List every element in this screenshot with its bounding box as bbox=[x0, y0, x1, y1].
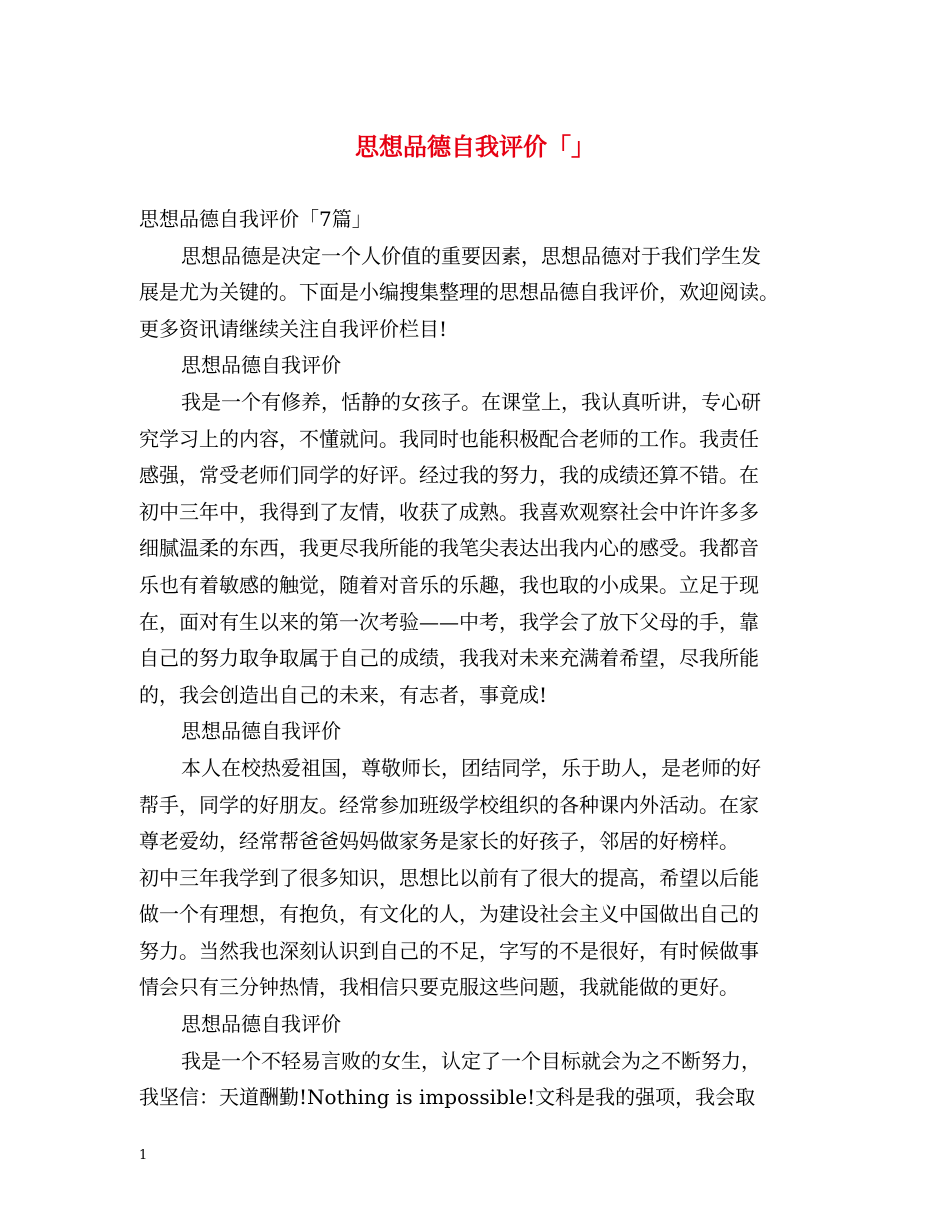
text-line: 思想品德自我评价「7篇」 bbox=[139, 207, 372, 231]
text-line: 初中三年中，我得到了友情，收获了成熟。我喜欢观察社会中许许多多 bbox=[139, 499, 759, 524]
text-line: 帮手，同学的好朋友。经常参加班级学校组织的各种课内外活动。在家 bbox=[139, 792, 759, 817]
text-line: 的，我会创造出自己的未来，有志者，事竟成! bbox=[139, 682, 548, 707]
text-line: 我是一个不轻易言败的女生，认定了一个目标就会为之不断努力， bbox=[181, 1048, 761, 1073]
text-line: 我坚信：天道酬勤!Nothing is impossible!文科是我的强项，我会取 bbox=[139, 1085, 756, 1110]
text-line: 我是一个有修养，恬静的女孩子。在课堂上，我认真听讲，专心研 bbox=[181, 389, 761, 414]
text-line: 思想品德是决定一个人价值的重要因素，思想品德对于我们学生发 bbox=[181, 243, 761, 268]
text-line: 展是尤为关键的。下面是小编搜集整理的思想品德自我评价，欢迎阅读。 bbox=[139, 280, 779, 305]
document-body bbox=[139, 201, 829, 1116]
text-line: 乐也有着敏感的触觉，随着对音乐的乐趣，我也取的小成果。立足于现 bbox=[139, 572, 759, 597]
text-line: 细腻温柔的东西，我更尽我所能的我笔尖表达出我内心的感受。我都音 bbox=[139, 536, 759, 561]
text-line: 做一个有理想，有抱负，有文化的人，为建设社会主义中国做出自己的 bbox=[139, 902, 759, 927]
text-line: 初中三年我学到了很多知识，思想比以前有了很大的提高，希望以后能 bbox=[139, 865, 759, 890]
page-number: 1 bbox=[139, 1148, 148, 1163]
text-line: 本人在校热爱祖国，尊敬师长，团结同学，乐于助人，是老师的好 bbox=[181, 755, 761, 780]
text-line: 在，面对有生以来的第一次考验——中考，我学会了放下父母的手，靠 bbox=[139, 609, 759, 634]
text-line: 自己的努力取争取属于自己的成绩，我我对未来充满着希望，尽我所能 bbox=[139, 646, 759, 671]
text-line: 努力。当然我也深刻认识到自己的不足，字写的不是很好，有时候做事 bbox=[139, 938, 759, 963]
text-line: 思想品德自我评价 bbox=[181, 353, 341, 378]
document-title: 思想品德自我评价「」 bbox=[355, 132, 595, 161]
text-line: 更多资讯请继续关注自我评价栏目! bbox=[139, 316, 448, 341]
text-line: 思想品德自我评价 bbox=[181, 719, 341, 744]
text-line: 究学习上的内容，不懂就问。我同时也能积极配合老师的工作。我责任 bbox=[139, 426, 759, 451]
text-line: 感强，常受老师们同学的好评。经过我的努力，我的成绩还算不错。在 bbox=[139, 463, 759, 488]
text-line: 思想品德自我评价 bbox=[181, 1012, 341, 1037]
text-line: 尊老爱幼，经常帮爸爸妈妈做家务是家长的好孩子，邻居的好榜样。 bbox=[139, 829, 739, 854]
text-line: 情会只有三分钟热情，我相信只要克服这些问题，我就能做的更好。 bbox=[139, 975, 739, 1000]
